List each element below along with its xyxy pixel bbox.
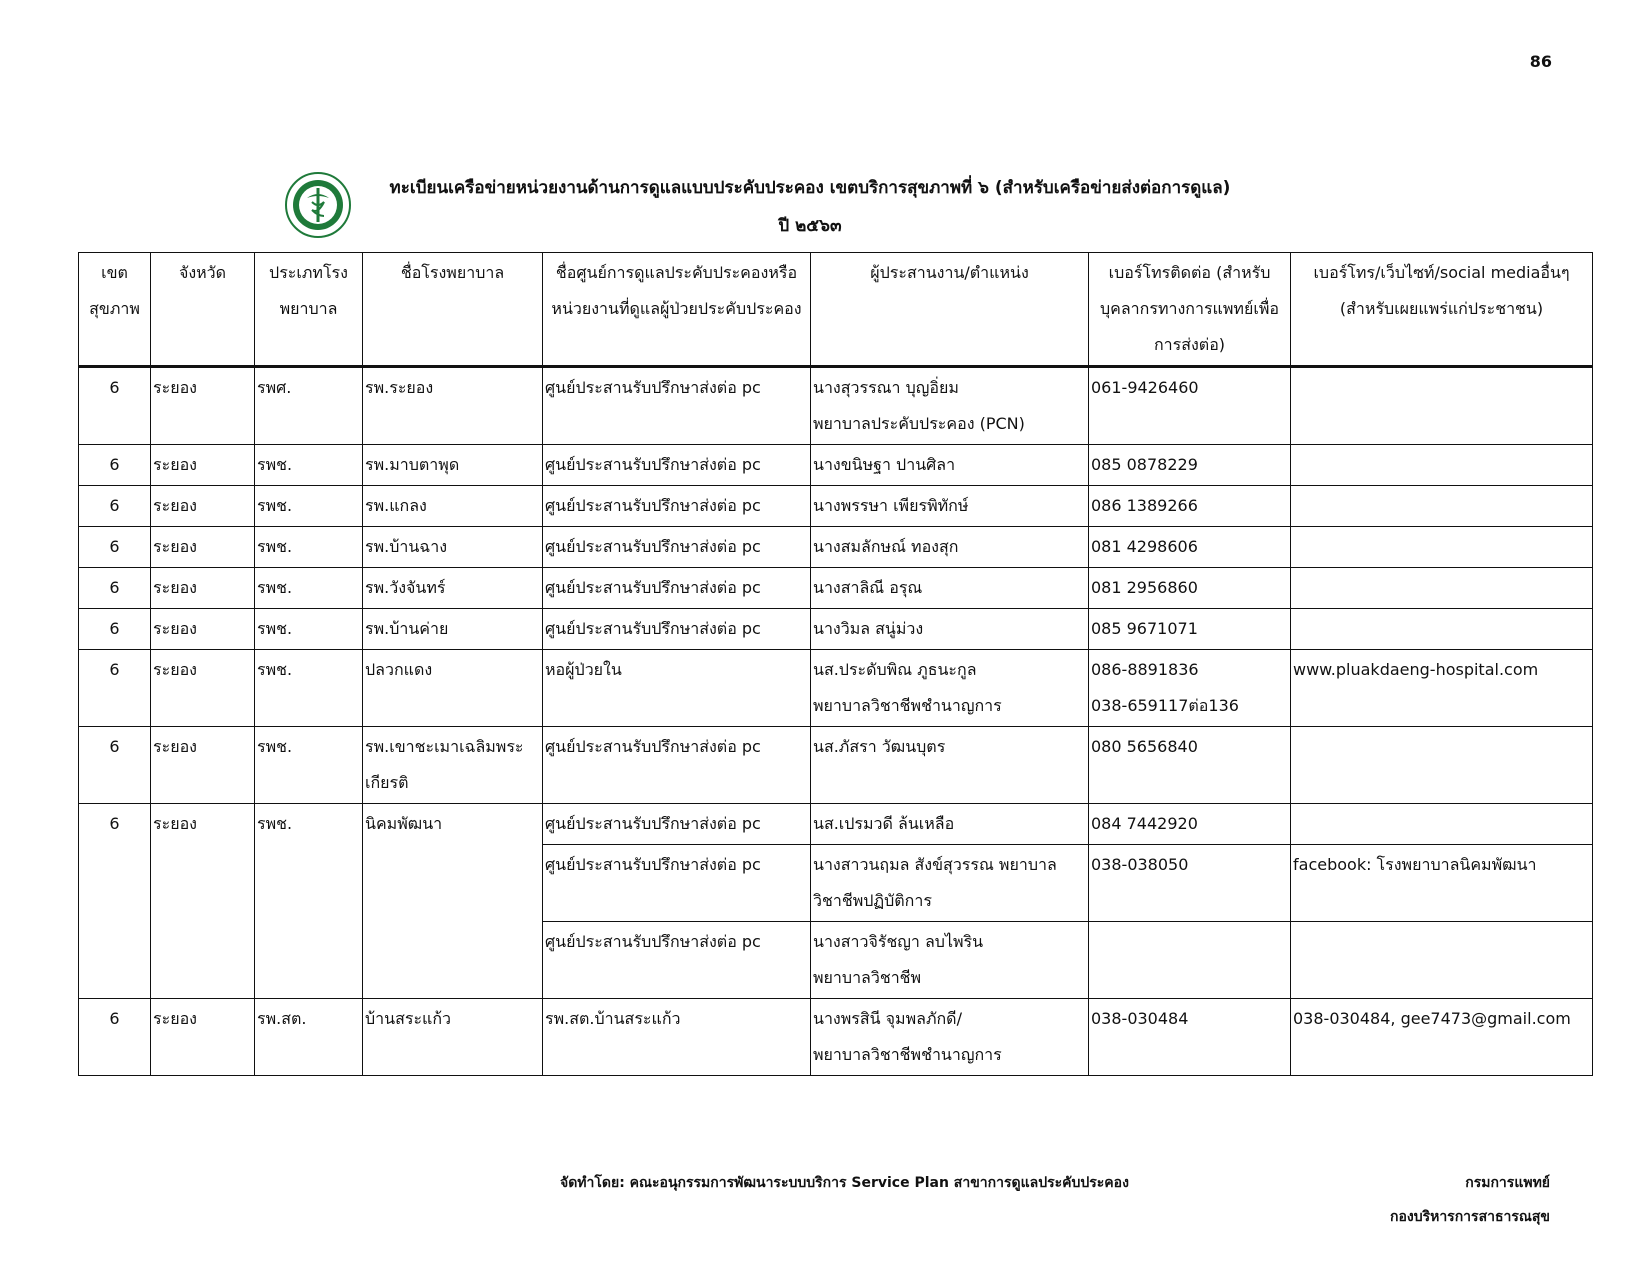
cell-line: 086 1389266 <box>1091 496 1198 515</box>
cell-line: นางขนิษฐา ปานศิลา <box>813 455 956 474</box>
cell-line: หอผู้ป่วยใน <box>545 660 622 679</box>
cell-line: ศูนย์ประสานรับปรึกษาส่งต่อ pc <box>545 619 761 638</box>
ministry-seal-icon <box>285 172 351 238</box>
hospital-type-cell: รพศ. <box>255 367 363 445</box>
cell-line: เบอร์โทรติดต่อ (สำหรับ <box>1108 263 1271 282</box>
public-contact-cell <box>1291 845 1593 922</box>
cell-line: ชื่อศูนย์การดูแลประคับประคอง <box>555 263 769 282</box>
table-row <box>79 609 1593 650</box>
cell-line: 038-038050 <box>1091 855 1189 874</box>
table-row <box>79 804 1593 845</box>
public-contact-cell <box>1291 999 1593 1076</box>
cell-line: รพ.สต.บ้านสระแก้ว <box>545 1009 681 1028</box>
referral-phone-cell <box>1089 486 1291 527</box>
public-contact-cell <box>1291 527 1593 568</box>
table-row <box>79 999 1593 1076</box>
cell-line: นางวิมล สนู่ม่วง <box>813 619 924 638</box>
zone-cell: 6 <box>79 727 151 804</box>
coordinator-cell <box>811 568 1089 609</box>
footer-division: กองบริหารการสาธารณสุข <box>1389 1209 1550 1225</box>
cell-line: รพ.แกลง <box>365 496 427 515</box>
zone-cell: 6 <box>79 568 151 609</box>
cell-line: นางพรสินี จุมพลภักดี/ <box>813 1009 962 1028</box>
cell-line: นางสาวจิรัชญา ลบไพริน <box>813 932 984 951</box>
hospital-type-cell: รพช. <box>255 527 363 568</box>
hospital-type-cell: รพช. <box>255 568 363 609</box>
hospital-type-cell: รพช. <box>255 445 363 486</box>
hospital-name-cell <box>363 609 543 650</box>
referral-phone-cell <box>1089 527 1291 568</box>
cell-line: ปลวกแดง <box>365 660 433 679</box>
zone-cell: 6 <box>79 999 151 1076</box>
zone-cell: 6 <box>79 367 151 445</box>
cell-line: 081 4298606 <box>1091 537 1198 556</box>
hospital-type-cell: รพช. <box>255 804 363 999</box>
table-row <box>79 650 1593 727</box>
zone-cell: 6 <box>79 650 151 727</box>
cell-line: www.pluakdaeng-hospital.com <box>1293 660 1539 679</box>
column-header <box>79 253 151 367</box>
cell-line: ศูนย์ประสานรับปรึกษาส่งต่อ pc <box>545 378 761 397</box>
cell-line: พยาบาลวิชาชีพชำนาญการ <box>813 1045 1002 1064</box>
province-cell: ระยอง <box>151 445 255 486</box>
referral-phone-cell <box>1089 727 1291 804</box>
cell-line: โรงพยาบาล <box>279 263 348 318</box>
coordinator-cell <box>811 445 1089 486</box>
column-header <box>811 253 1089 367</box>
hospital-type-cell: รพช. <box>255 727 363 804</box>
cell-line: นส.ภัสรา วัฒนบุตร <box>813 737 946 756</box>
column-header <box>543 253 811 367</box>
referral-phone-cell <box>1089 845 1291 922</box>
cell-line: facebook: โรงพยาบาลนิคมพัฒนา <box>1293 855 1537 874</box>
table-row <box>79 527 1593 568</box>
care-center-cell <box>543 922 811 999</box>
coordinator-cell <box>811 527 1089 568</box>
hospital-name-cell <box>363 527 543 568</box>
page-number: 86 <box>1529 52 1552 71</box>
hospital-name-cell <box>363 445 543 486</box>
hospital-type-cell: รพช. <box>255 650 363 727</box>
care-center-cell <box>543 486 811 527</box>
coordinator-cell <box>811 999 1089 1076</box>
zone-cell: 6 <box>79 804 151 999</box>
province-cell: ระยอง <box>151 367 255 445</box>
hospital-name-cell <box>363 999 543 1076</box>
hospital-type-cell: รพ.สต. <box>255 999 363 1076</box>
column-header <box>1291 253 1593 367</box>
column-header <box>151 253 255 367</box>
hospital-name-cell <box>363 568 543 609</box>
column-header <box>1089 253 1291 367</box>
public-contact-cell <box>1291 727 1593 804</box>
cell-line: ผู้ประสานงาน/ตำแหน่ง <box>870 263 1029 282</box>
public-contact-cell <box>1291 922 1593 999</box>
care-center-cell <box>543 999 811 1076</box>
coordinator-cell <box>811 845 1089 922</box>
province-cell: ระยอง <box>151 650 255 727</box>
hospital-name-cell <box>363 486 543 527</box>
zone-cell: 6 <box>79 486 151 527</box>
cell-line: บ้านสระแก้ว <box>365 1009 452 1028</box>
cell-line: สุขภาพ <box>89 299 140 318</box>
care-center-cell <box>543 804 811 845</box>
zone-cell: 6 <box>79 445 151 486</box>
header-row <box>79 253 1593 367</box>
cell-line: บุคลากรทางการแพทย์ <box>1100 299 1254 318</box>
care-center-cell <box>543 527 811 568</box>
cell-line: 081 2956860 <box>1091 578 1198 597</box>
column-header <box>255 253 363 367</box>
cell-line: 080 5656840 <box>1091 737 1198 756</box>
province-cell: ระยอง <box>151 527 255 568</box>
coordinator-cell <box>811 922 1089 999</box>
coordinator-cell <box>811 804 1089 845</box>
cell-line: นางพรรษา เพียรพิทักษ์ <box>813 496 969 515</box>
table-row <box>79 568 1593 609</box>
cell-line: วิชาชีพปฏิบัติการ <box>813 891 932 910</box>
care-center-cell <box>543 445 811 486</box>
cell-line: นางสาลิณี อรุณ <box>813 578 923 597</box>
cell-line: จังหวัด <box>178 263 227 282</box>
cell-line: 085 0878229 <box>1091 455 1198 474</box>
cell-line: 038-659117ต่อ136 <box>1091 696 1239 715</box>
cell-line: 084 7442920 <box>1091 814 1198 833</box>
cell-line: 086-8891836 <box>1091 660 1199 679</box>
table-row <box>79 486 1593 527</box>
care-center-cell <box>543 650 811 727</box>
cell-line: รพ.มาบตาพุด <box>365 455 460 474</box>
cell-line: 085 9671071 <box>1091 619 1198 638</box>
cell-line: เกียรติ <box>365 773 409 792</box>
province-cell: ระยอง <box>151 727 255 804</box>
footer-department: กรมการแพทย์ <box>1465 1175 1550 1191</box>
hospital-name-cell: นิคมพัฒนา <box>363 804 543 999</box>
network-registry-table <box>78 252 1593 1076</box>
referral-phone-cell <box>1089 609 1291 650</box>
province-cell: ระยอง <box>151 486 255 527</box>
table-row <box>79 367 1593 445</box>
care-center-cell <box>543 568 811 609</box>
public-contact-cell <box>1291 804 1593 845</box>
cell-line: รพ.บ้านค่าย <box>365 619 449 638</box>
cell-line: 038-030484 <box>1091 1009 1189 1028</box>
coordinator-cell <box>811 650 1089 727</box>
public-contact-cell <box>1291 609 1593 650</box>
hospital-type-cell: รพช. <box>255 609 363 650</box>
cell-line: นางสาวนฤมล สังข์สุวรรณ พยาบาล <box>813 855 1057 874</box>
cell-line: 061-9426460 <box>1091 378 1199 397</box>
cell-line: รพ.ระยอง <box>365 378 434 397</box>
cell-line: รพ.วังจันทร์ <box>365 578 446 597</box>
coordinator-cell <box>811 727 1089 804</box>
hospital-name-cell <box>363 367 543 445</box>
referral-phone-cell <box>1089 568 1291 609</box>
cell-line: รพ.เขาชะเมาเฉลิมพระ <box>365 737 524 756</box>
cell-line: รพ.บ้านฉาง <box>365 537 447 556</box>
cell-line: นางสมลักษณ์ ทองสุก <box>813 537 959 556</box>
care-center-cell <box>543 609 811 650</box>
care-center-cell <box>543 845 811 922</box>
province-cell: ระยอง <box>151 568 255 609</box>
table-row <box>79 727 1593 804</box>
cell-line: ศูนย์ประสานรับปรึกษาส่งต่อ pc <box>545 737 761 756</box>
column-header <box>363 253 543 367</box>
cell-line: ศูนย์ประสานรับปรึกษาส่งต่อ pc <box>545 855 761 874</box>
public-contact-cell <box>1291 367 1593 445</box>
province-cell: ระยอง <box>151 609 255 650</box>
coordinator-cell <box>811 609 1089 650</box>
cell-line: ศูนย์ประสานรับปรึกษาส่งต่อ pc <box>545 814 761 833</box>
cell-line: เพื่อการส่งต่อ) <box>1153 299 1279 354</box>
cell-line: ศูนย์ประสานรับปรึกษาส่งต่อ pc <box>545 578 761 597</box>
referral-phone-cell <box>1089 804 1291 845</box>
referral-phone-cell <box>1089 650 1291 727</box>
cell-line: ศูนย์ประสานรับปรึกษาส่งต่อ pc <box>545 932 761 951</box>
referral-phone-cell <box>1089 367 1291 445</box>
hospital-type-cell: รพช. <box>255 486 363 527</box>
cell-line: อื่นๆ (สำหรับเผยแพร่แก่ประชาชน) <box>1339 263 1570 318</box>
cell-line: ศูนย์ประสานรับปรึกษาส่งต่อ pc <box>545 496 761 515</box>
cell-line: 038-030484, gee7473@gmail.com <box>1293 1009 1571 1028</box>
zone-cell: 6 <box>79 609 151 650</box>
province-cell: ระยอง <box>151 999 255 1076</box>
cell-line: ศูนย์ประสานรับปรึกษาส่งต่อ pc <box>545 455 761 474</box>
province-cell: ระยอง <box>151 804 255 999</box>
cell-line: พยาบาลประคับประคอง (PCN) <box>813 414 1025 433</box>
cell-line: ประเภท <box>269 263 323 282</box>
public-contact-cell <box>1291 486 1593 527</box>
coordinator-cell <box>811 486 1089 527</box>
cell-line: นส.ประดับพิณ ภูธนะกูล <box>813 660 977 679</box>
cell-line: ประคับประคอง <box>697 299 802 318</box>
coordinator-cell <box>811 367 1089 445</box>
care-center-cell <box>543 727 811 804</box>
public-contact-cell <box>1291 650 1593 727</box>
cell-line: นางสุวรรณา บุญอิ่ยม <box>813 378 959 397</box>
cell-line: เขต <box>101 263 128 282</box>
referral-phone-cell <box>1089 445 1291 486</box>
hospital-name-cell <box>363 650 543 727</box>
cell-line: พยาบาลวิชาชีพ <box>813 968 922 987</box>
cell-line: นส.เปรมวดี ล้นเหลือ <box>813 814 955 833</box>
cell-line: เบอร์โทร/เว็บไซท์/social media <box>1313 263 1541 282</box>
cell-line: ศูนย์ประสานรับปรึกษาส่งต่อ pc <box>545 537 761 556</box>
referral-phone-cell <box>1089 999 1291 1076</box>
footer-prepared-by: จัดทำโดย: คณะอนุกรรมการพัฒนาระบบบริการ Service Plan สาขาการดูแลประคับประคอง <box>560 1175 1129 1191</box>
cell-line: พยาบาลวิชาชีพชำนาญการ <box>813 696 1002 715</box>
document-subtitle: ปี ๒๕๖๓ <box>778 216 842 236</box>
cell-line: ชื่อโรงพยาบาล <box>400 263 505 282</box>
public-contact-cell <box>1291 568 1593 609</box>
zone-cell: 6 <box>79 527 151 568</box>
care-center-cell <box>543 367 811 445</box>
hospital-name-cell <box>363 727 543 804</box>
table-row <box>79 445 1593 486</box>
cell-line: หรือ หน่วยงานที่ดูแลผู้ป่วย <box>551 263 798 318</box>
public-contact-cell <box>1291 445 1593 486</box>
referral-phone-cell <box>1089 922 1291 999</box>
document-title: ทะเบียนเครือข่ายหน่วยงานด้านการดูแลแบบประคับประคอง เขตบริการสุขภาพที่ ๖ (สำหรับเครือข่ายส่งต่อการดูแล) <box>389 178 1231 198</box>
